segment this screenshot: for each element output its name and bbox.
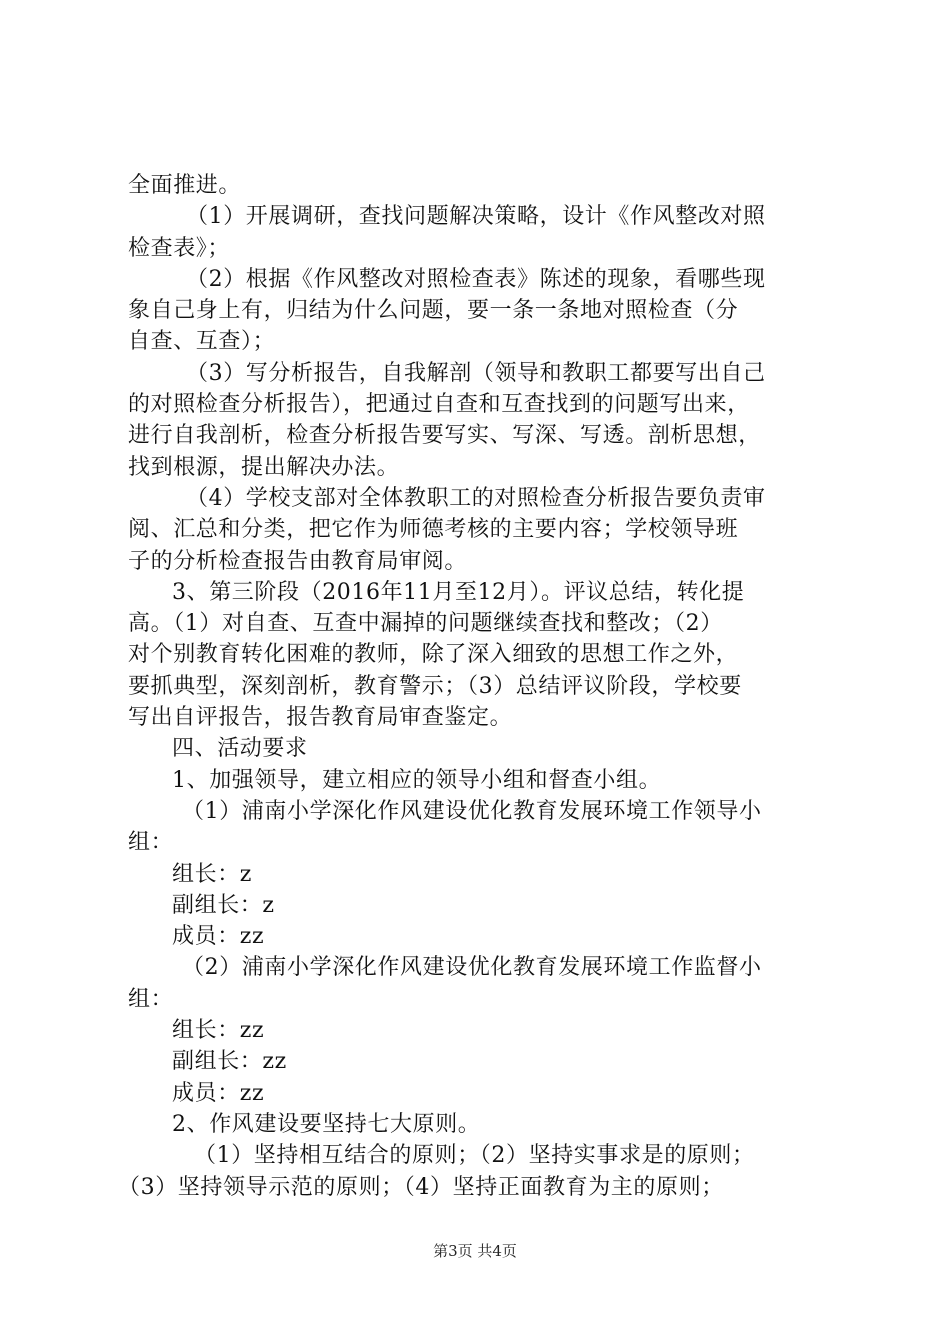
text-line: 进行自我剖析，检查分析报告要写实、写深、写透。剖析思想， <box>128 423 761 449</box>
text-line: 找到根源，提出解决办法。 <box>128 454 400 480</box>
text-line: 组： <box>128 986 174 1012</box>
text-line: 组长：z <box>172 861 252 887</box>
text-line: 成员：zz <box>172 1080 265 1106</box>
text-line: 对个别教育转化困难的教师，除了深入细致的思想工作之外， <box>128 642 739 668</box>
text-line: 阅、汇总和分类，把它作为师德考核的主要内容；学校领导班 <box>128 517 739 543</box>
text-line: （3）坚持领导示范的原则；（4）坚持正面教育为主的原则； <box>118 1174 724 1200</box>
text-line: 检查表》； <box>128 235 231 261</box>
text-line: 全面推进。 <box>128 173 242 198</box>
text-line: 组长：zz <box>172 1018 265 1044</box>
text-line: 要抓典型，深刻剖析，教育警示；（3）总结评议阶段，学校要 <box>128 673 742 699</box>
text-line: 高。（1）对自查、互查中漏掉的问题继续查找和整改；（2） <box>128 611 723 637</box>
text-line: 象自己身上有，归结为什么问题，要一条一条地对照检查（分 <box>128 298 739 324</box>
text-line: 子的分析检查报告由教育局审阅。 <box>128 548 468 574</box>
text-line: 写出自评报告，报告教育局审查鉴定。 <box>128 705 513 731</box>
text-line: 副组长：z <box>172 892 275 918</box>
text-line: 3、第三阶段（2016年11月至12月）。评议总结，转化提 <box>172 579 745 605</box>
text-line: 组： <box>128 830 174 856</box>
text-line: 的对照检查分析报告），把通过自查和互查找到的问题写出来， <box>128 392 750 418</box>
text-line: （3）写分析报告，自我解剖（领导和教职工都要写出自己 <box>186 360 766 386</box>
text-line: （1）开展调研，查找问题解决策略，设计《作风整改对照 <box>186 204 766 230</box>
document-body <box>118 170 828 1203</box>
page-footer: 第3页 共4页 <box>433 1242 517 1260</box>
text-line: （1）浦南小学深化作风建设优化教育发展环境工作领导小 <box>182 798 762 824</box>
text-line: 1、加强领导，建立相应的领导小组和督查小组。 <box>172 767 662 793</box>
text-line: 成员：zz <box>172 924 265 950</box>
text-line: 自查、互查）； <box>128 329 276 355</box>
text-line: 2、作风建设要坚持七大原则。 <box>172 1111 481 1137</box>
text-line: 副组长：zz <box>172 1049 287 1075</box>
text-line: （4）学校支部对全体教职工的对照检查分析报告要负责审 <box>186 485 766 511</box>
text-line: （2）浦南小学深化作风建设优化教育发展环境工作监督小 <box>182 955 762 981</box>
text-line: （1）坚持相互结合的原则；（2）坚持实事求是的原则； <box>194 1143 755 1169</box>
section-heading: 四、活动要求 <box>172 736 308 762</box>
text-line: （2）根据《作风整改对照检查表》陈述的现象，看哪些现 <box>186 266 766 292</box>
